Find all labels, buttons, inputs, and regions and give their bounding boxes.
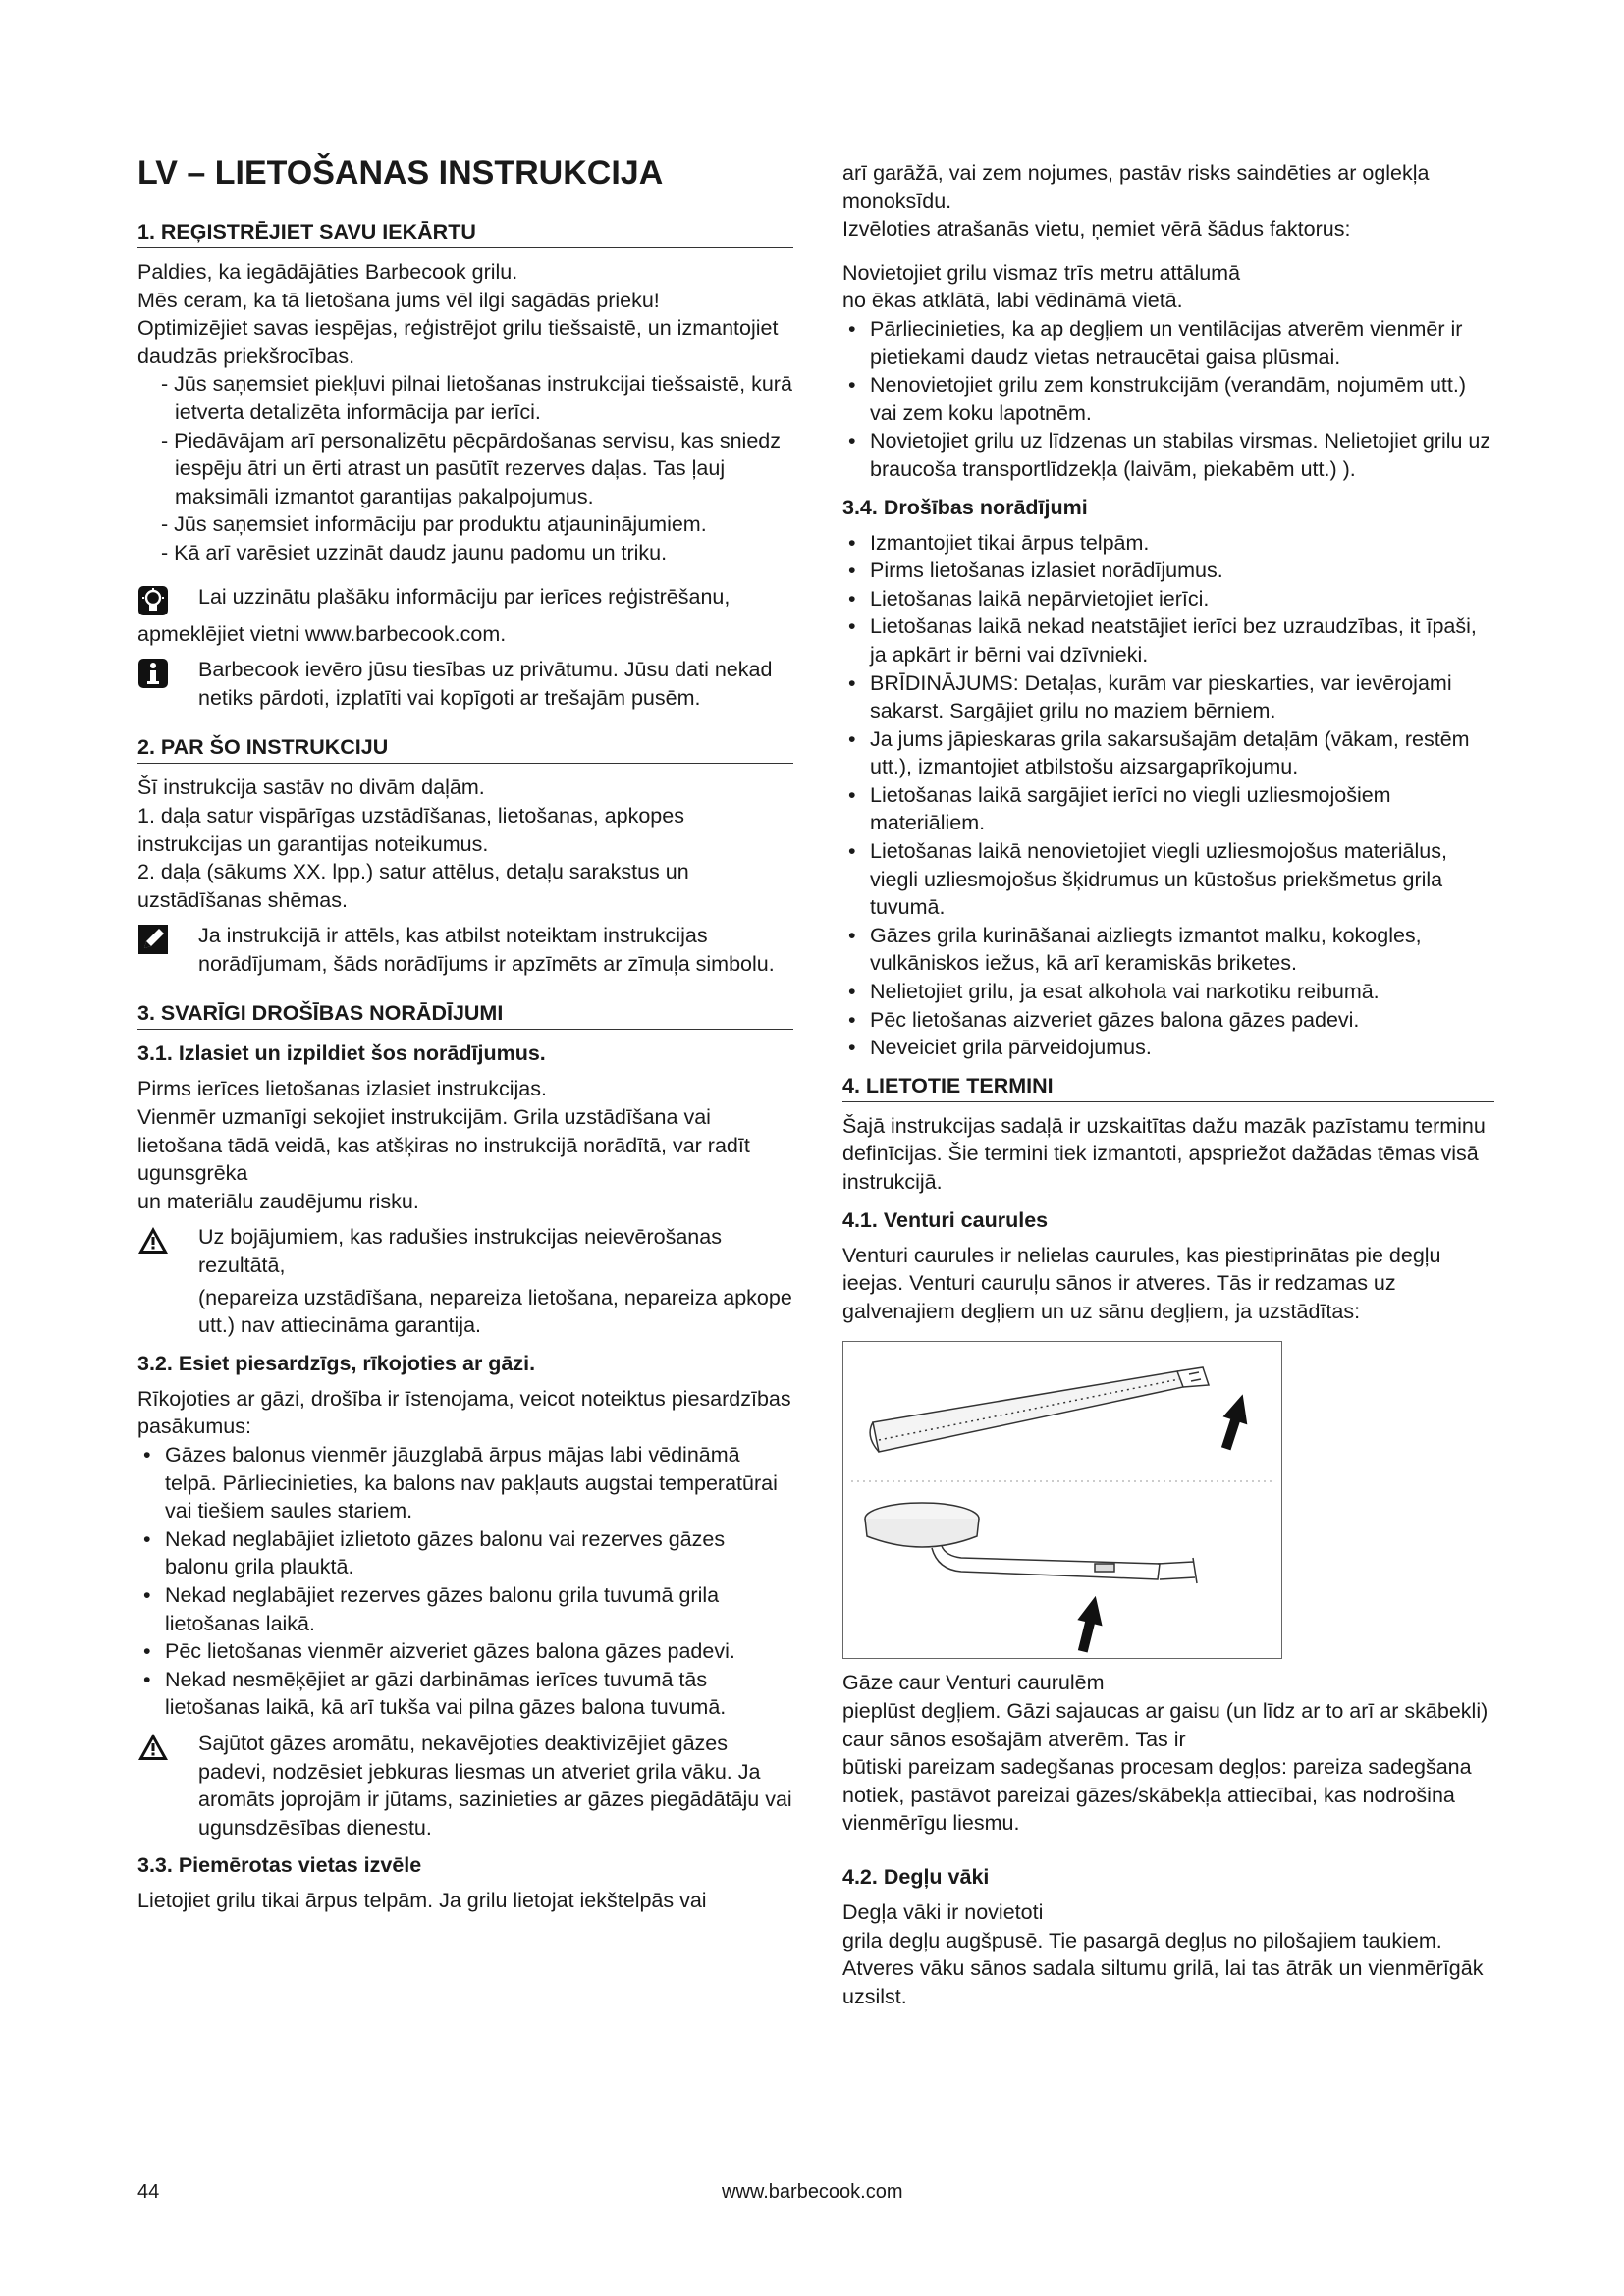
arrow-icon xyxy=(1214,1391,1256,1453)
list-item: - Kā arī varēsiet uzzināt daudz jaunu padomu un triku. xyxy=(137,539,793,567)
list-item: • Nenovietojiet grilu zem konstrukcijām (verandām, nojumēm utt.) vai zem koku lapotnēm. xyxy=(842,371,1494,427)
placement-list xyxy=(842,315,1494,484)
list-item: • Nekad nesmēķējiet ar gāzi darbināmas ierīces tuvumā tās lietošanas laikā, kā arī tukša vai pilna gāzes balona tuvumā. xyxy=(137,1666,793,1722)
page-title: LV – LIETOŠANAS INSTRUKCIJA xyxy=(137,154,664,191)
list-item: • Lietošanas laikā nenovietojiet viegli uzliesmojošus materiālus, viegli uzliesmojošus šķidrumus un kūstošus priekšmetus grila tuvumā. xyxy=(842,837,1494,922)
paragraph: Šajā instrukcijas sadaļā ir uzskaitītas dažu mazāk pazīstamu terminu definīcijas. Šie termini tiek izmantoti, apspriežot dažādas tēmas visā instrukcijā. xyxy=(842,1113,1486,1194)
venturi-tube-figure xyxy=(842,1341,1282,1659)
paragraph: Pirms ierīces lietošanas izlasiet instrukcijas. xyxy=(137,1077,547,1101)
privacy-note xyxy=(137,656,793,712)
paragraph: Gāze caur Venturi caurulēm xyxy=(842,1671,1105,1695)
note-text: Lai uzzinātu plašāku informāciju par ierīces reģistrēšanu, xyxy=(198,584,731,609)
gas-safety-list xyxy=(137,1441,793,1722)
paragraph: Šī instrukcija sastāv no divām daļām. xyxy=(137,775,485,800)
list-item: • Nekad neglabājiet izlietoto gāzes balonu vai rezerves gāzes balonu grila plauktā. xyxy=(137,1525,793,1581)
section-1-heading: 1. REĢISTRĒJIET SAVU IEKĀRTU xyxy=(137,218,793,248)
registration-note xyxy=(137,583,793,616)
paragraph: no ēkas atklātā, labi vēdināmā vietā. xyxy=(842,289,1183,313)
venturi-tube-illustration xyxy=(843,1342,1281,1658)
subsection-3-4-heading: 3.4. Drošības norādījumi xyxy=(842,495,1088,519)
section-2-heading: 2. PAR ŠO INSTRUKCIJU xyxy=(137,733,793,764)
warning-text: Sajūtot gāzes aromātu, nekavējoties deaktivizējiet gāzes padevi, nodzēsiet jebkuras liesmas un atveriet grila vāku. Ja aromāts joprojām ir jūtams, sazinieties ar gāzes piegādātāju vai ugunsdzēsības dienestu. xyxy=(198,1731,792,1840)
paragraph: grila degļu augšpusē. Tie pasargā degļus no pilošajiem taukiem. Atveres vāku sānos sadala siltumu grilā, lai tas ātrāk un vienmērīgāk uzsilst. xyxy=(842,1928,1484,2008)
list-item: • Ja jums jāpieskaras grila sakarsušajām detaļām (vākam, restēm utt.), izmantojiet atbilstošu aizsargaprīkojumu. xyxy=(842,725,1494,781)
safety-instructions-list xyxy=(842,529,1494,1062)
warning-icon xyxy=(137,1225,169,1256)
list-item: • Izmantojiet tikai ārpus telpām. xyxy=(842,529,1494,558)
warning-text: Uz bojājumiem, kas radušies instrukcijas neievērošanas rezultātā, xyxy=(198,1225,722,1278)
warranty-warning xyxy=(137,1223,793,1279)
list-item: • Gāzes grila kurināšanai aizliegts izmantot malku, kokogles, vulkāniskos iežus, kā arī keramiskās briketes. xyxy=(842,922,1494,978)
section-3-heading: 3. SVARĪGI DROŠĪBAS NORĀDĪJUMI xyxy=(137,999,793,1030)
left-column xyxy=(137,147,793,1915)
subsection-3-1-heading: 3.1. Izlasiet un izpildiet šos norādījumus. xyxy=(137,1041,546,1066)
page-number: 44 xyxy=(137,2181,160,2203)
list-item: • Pirms lietošanas izlasiet norādījumus. xyxy=(842,557,1494,585)
paragraph: arī garāžā, vai zem nojumes, pastāv risks saindēties ar oglekļa monoksīdu. xyxy=(842,161,1430,213)
paragraph: Izvēloties atrašanās vietu, ņemiet vērā šādus faktorus: xyxy=(842,217,1351,241)
list-item: • Lietošanas laikā nekad neatstājiet ierīci bez uzraudzības, it īpaši, ja apkārt ir bērni vai dzīvnieki. xyxy=(842,613,1494,668)
paragraph: un materiālu zaudējumu risku. xyxy=(137,1189,419,1213)
right-column xyxy=(842,159,1494,2010)
list-item: • Gāzes balonus vienmēr jāuzglabā ārpus mājas labi vēdināmā telpā. Pārliecinieties, ka balons nav pakļauts augstai temperatūrai vai tiešiem saules stariem. xyxy=(137,1441,793,1525)
paragraph: Optimizējiet savas iespējas, reģistrējot grilu tiešsaistē, un izmantojiet daudzās priekšrocības. xyxy=(137,316,779,368)
paragraph: Paldies, ka iegādājāties Barbecook grilu. xyxy=(137,260,518,284)
list-item: - Piedāvājam arī personalizētu pēcpārdošanas servisu, kas sniedz iespēju ātri un ērti atrast un pasūtīt rezerves daļas. Tas ļauj maksimāli izmantot garantijas pakalpojumus. xyxy=(137,427,793,511)
subsection-3-3-heading: 3.3. Piemērotas vietas izvēle xyxy=(137,1853,422,1878)
list-item: • Nelietojiet grilu, ja esat alkohola vai narkotiku reibumā. xyxy=(842,978,1494,1006)
paragraph: Degļa vāki ir novietoti xyxy=(842,1899,1044,1924)
list-item: • BRĪDINĀJUMS: Detaļas, kurām var pieskarties, var ievērojami sakarst. Sargājiet grilu no maziem bērniem. xyxy=(842,669,1494,725)
gas-smell-warning xyxy=(137,1730,793,1842)
paragraph: 2. daļa (sākums XX. lpp.) satur attēlus, detaļu sarakstus un uzstādīšanas shēmas. xyxy=(137,860,689,912)
list-item: • Lietošanas laikā sargājiet ierīci no viegli uzliesmojošiem materiāliem. xyxy=(842,781,1494,837)
footer-url: www.barbecook.com xyxy=(722,2181,903,2203)
list-item: - Jūs saņemsiet informāciju par produktu atjauninājumiem. xyxy=(137,510,793,539)
list-item: • Lietošanas laikā nepārvietojiet ierīci. xyxy=(842,585,1494,614)
list-item: • Nekad neglabājiet rezerves gāzes balonu grila tuvumā grila lietošanas laikā. xyxy=(137,1581,793,1637)
note-text: Barbecook ievēro jūsu tiesības uz privātumu. Jūsu dati nekad netiks pārdoti, izplatīti vai kopīgoti ar trešajām pusēm. xyxy=(198,658,773,710)
list-item: • Novietojiet grilu uz līdzenas un stabilas virsmas. Nelietojiet grilu uz braucoša transportlīdzekļa (laivām, piekabēm utt.) ). xyxy=(842,427,1494,483)
arrow-icon xyxy=(1070,1593,1109,1655)
paragraph: (nepareiza uzstādīšana, nepareiza lietošana, nepareiza apkope utt.) nav attiecināma garantija. xyxy=(198,1285,792,1338)
paragraph: Novietojiet grilu vismaz trīs metru attālumā xyxy=(842,260,1241,285)
lightbulb-icon xyxy=(137,585,169,616)
list-item: • Neveiciet grila pārveidojumus. xyxy=(842,1034,1494,1062)
paragraph: 1. daļa satur vispārīgas uzstādīšanas, lietošanas, apkopes instrukcijas un garantijas noteikumus. xyxy=(137,803,684,856)
paragraph: Lietojiet grilu tikai ārpus telpām. Ja grilu lietojat iekštelpās vai xyxy=(137,1889,707,1913)
section-4-heading: 4. LIETOTIE TERMINI xyxy=(842,1072,1494,1102)
info-icon xyxy=(137,658,169,689)
subsection-4-1-heading: 4.1. Venturi caurules xyxy=(842,1207,1049,1232)
warning-icon xyxy=(137,1732,169,1763)
list-item: • Pēc lietošanas aizveriet gāzes balona gāzes padevi. xyxy=(842,1006,1494,1035)
list-item: - Jūs saņemsiet piekļuvi pilnai lietošanas instrukcijai tiešsaistē, kurā ietverta detalizēta informācija par ierīci. xyxy=(137,370,793,426)
note-text: Ja instrukcijā ir attēls, kas atbilst noteiktam instrukcijas norādījumam, šāds norādījums ir apzīmēts ar zīmuļa simbolu. xyxy=(198,924,775,976)
registration-benefits-list xyxy=(137,370,793,566)
paragraph: apmeklējiet vietni www.barbecook.com. xyxy=(137,621,507,646)
subsection-4-2-heading: 4.2. Degļu vāki xyxy=(842,1864,990,1889)
paragraph: caur sānos esošajām atverēm. Tas ir xyxy=(842,1727,1186,1751)
pencil-icon xyxy=(137,924,169,955)
paragraph: būtiski pareizam sadegšanas procesam degļos: pareiza sadegšana notiek, pastāvot pareizai gāzes/skābekļa attiecībai, kas nodrošina vienmērīgu liesmu. xyxy=(842,1755,1472,1836)
list-item: • Pēc lietošanas vienmēr aizveriet gāzes balona gāzes padevi. xyxy=(137,1637,793,1666)
paragraph: Vienmēr uzmanīgi sekojiet instrukcijām. Grila uzstādīšana vai lietošana tādā veidā, kas atšķiras no instrukcijā norādītā, var radīt ugunsgrēka xyxy=(137,1105,750,1186)
paragraph: Mēs ceram, ka tā lietošana jums vēl ilgi sagādās prieku! xyxy=(137,288,660,312)
paragraph: Venturi caurules ir nelielas caurules, kas piestiprinātas pie degļu ieejas. Venturi cauruļu sānos ir atveres. Tās ir redzamas uz galvenajiem degļiem un uz sānu degļiem, ja uzstādītas: xyxy=(842,1243,1441,1323)
paragraph: Rīkojoties ar gāzi, drošība ir īstenojama, veicot noteiktus piesardzības pasākumus: xyxy=(137,1386,791,1439)
paragraph: pieplūst degļiem. Gāzi sajaucas ar gaisu (un līdz ar to arī ar skābekli) xyxy=(842,1698,1489,1723)
pencil-note xyxy=(137,922,793,978)
list-item: • Pārliecinieties, ka ap degļiem un ventilācijas atverēm vienmēr ir pietiekami daudz vietas netraucētai gaisa plūsmai. xyxy=(842,315,1494,371)
subsection-3-2-heading: 3.2. Esiet piesardzīgs, rīkojoties ar gāzi. xyxy=(137,1351,536,1375)
